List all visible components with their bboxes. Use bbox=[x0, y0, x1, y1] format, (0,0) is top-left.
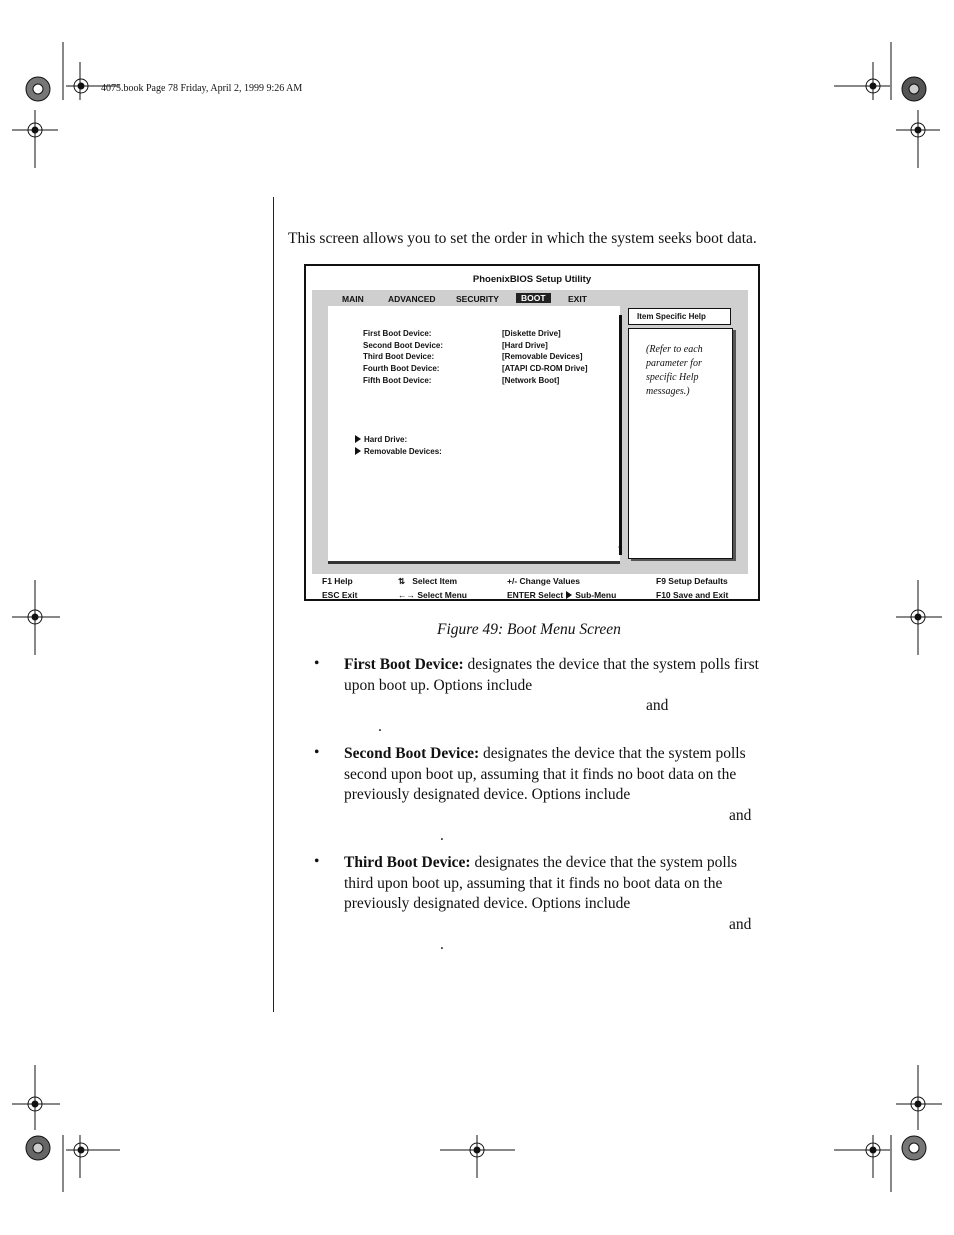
submenu-hard-drive[interactable]: Hard Drive: bbox=[355, 434, 442, 446]
bios-title: PhoenixBIOS Setup Utility bbox=[472, 274, 592, 285]
footer-keys-right bbox=[656, 575, 728, 602]
intro-text: This screen allows you to set the order in which the system seeks boot data. bbox=[288, 230, 757, 247]
third-boot-device-label[interactable]: Third Boot Device: bbox=[363, 352, 435, 362]
first-boot-device-value[interactable]: [Diskette Drive] bbox=[502, 329, 561, 338]
fifth-boot-device-value[interactable]: [Network Boot] bbox=[502, 375, 560, 385]
boot-field-labels bbox=[363, 328, 443, 387]
fifth-boot-device-label[interactable]: Fifth Boot Device: bbox=[363, 375, 432, 385]
bullet-icon: • bbox=[314, 744, 320, 761]
second-boot-device-label[interactable]: Second Boot Device: bbox=[363, 340, 444, 350]
fourth-boot-device-label[interactable]: Fourth Boot Device: bbox=[363, 364, 440, 374]
scroll-down-icon[interactable]: ▼ bbox=[617, 546, 623, 552]
first-boot-device-label[interactable]: First Boot Device: bbox=[363, 329, 432, 338]
footer-keys-middle bbox=[507, 575, 616, 602]
enter-arrow-icon bbox=[566, 591, 572, 599]
boot-field-values bbox=[502, 328, 587, 387]
bios-menubar bbox=[312, 290, 748, 306]
menu-exit[interactable]: EXIT bbox=[568, 294, 587, 304]
bullet-second-boot-device: Second Boot Device: designates the device that the system polls second upon boot up, assuming that it finds no boot data on the previously designated device. Options include and . bbox=[344, 745, 752, 845]
bios-screen-figure bbox=[304, 264, 760, 601]
menu-security[interactable]: SECURITY bbox=[456, 294, 499, 304]
menu-main[interactable]: MAIN bbox=[342, 294, 364, 304]
margin-rule bbox=[273, 197, 274, 1012]
select-menu-key: Select Menu bbox=[417, 589, 467, 600]
esc-exit-key: ESC Exit bbox=[322, 589, 358, 600]
sub-menu-key: Sub-Menu bbox=[575, 589, 617, 600]
enter-select-key: ENTER Select bbox=[507, 589, 564, 600]
submenu-arrow-icon bbox=[355, 435, 361, 443]
third-boot-device-value[interactable]: [Removable Devices] bbox=[502, 352, 583, 362]
submenu-arrow-icon bbox=[355, 447, 361, 455]
footer-keys-left bbox=[322, 575, 357, 602]
menu-boot[interactable]: BOOT bbox=[516, 293, 551, 303]
help-panel-text: (Refer to each parameter for specific Help messages.) bbox=[646, 344, 703, 397]
f9-setup-defaults-key: F9 Setup Defaults bbox=[656, 576, 728, 586]
up-down-arrows-icon: ⇅ bbox=[398, 576, 406, 586]
bullet-icon: • bbox=[314, 655, 320, 672]
file-info-header: 4075.book Page 78 Friday, April 2, 1999 9:26 AM bbox=[101, 83, 303, 94]
submenu-list bbox=[355, 434, 442, 458]
second-boot-device-value[interactable]: [Hard Drive] bbox=[502, 340, 548, 350]
footer-keys-select bbox=[398, 575, 467, 602]
help-panel-title: Item Specific Help bbox=[628, 308, 731, 325]
figure-caption: Figure 49: Boot Menu Screen bbox=[437, 621, 621, 638]
bullet-first-boot-device: First Boot Device: designates the device that the system polls first upon boot up. Options include and . bbox=[344, 656, 759, 735]
f10-save-exit-key: F10 Save and Exit bbox=[656, 589, 729, 600]
change-values-key: +/- Change Values bbox=[507, 576, 580, 586]
scrollbar[interactable] bbox=[619, 315, 622, 555]
fourth-boot-device-value[interactable]: [ATAPI CD-ROM Drive] bbox=[502, 364, 588, 374]
submenu-removable-devices[interactable]: Removable Devices: bbox=[355, 446, 442, 458]
f1-help-key: F1 Help bbox=[322, 576, 353, 586]
bullet-term: Third Boot Device: bbox=[344, 854, 471, 871]
bullet-term: Second Boot Device: bbox=[344, 745, 480, 762]
left-right-arrows-icon: ←→ bbox=[398, 589, 415, 600]
bullet-term: First Boot Device: bbox=[344, 656, 464, 673]
bullet-third-boot-device: Third Boot Device: designates the device that the system polls third upon boot up, assuming that it finds no boot data on the previously designated device. Options include and . bbox=[344, 854, 752, 954]
menu-advanced[interactable]: ADVANCED bbox=[388, 294, 436, 304]
select-item-key: Select Item bbox=[412, 576, 458, 586]
bullet-icon: • bbox=[314, 853, 320, 870]
